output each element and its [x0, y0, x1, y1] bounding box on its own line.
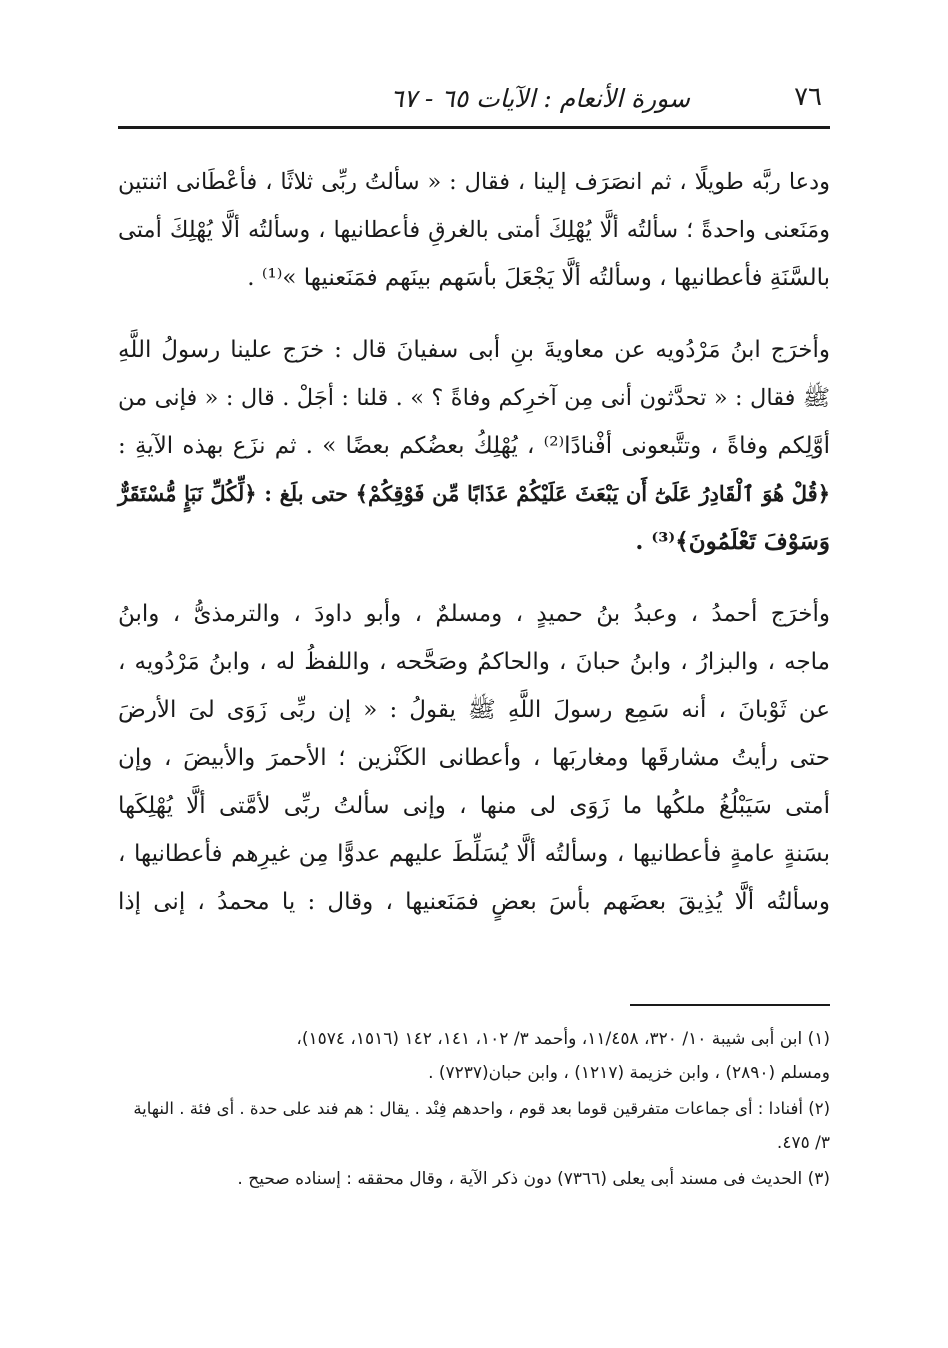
- footnote-line: (٣) الحديث فى مسند أبى يعلى (٧٣٦٦) دون ذكر الآية ، وقال محققه : إسناده صحيح .: [237, 1169, 830, 1189]
- text-line: وأخرَج أحمدُ ، وعبدُ بنُ حميدٍ ، ومسلمٌ ، وأبو داودَ ، والترمذىُّ ، وابنُ: [118, 601, 830, 627]
- text-line: وسألتُه ألَّا يُذِيقَ بعضَهم بأسَ بعضٍ فمَنَعنيها ، وقال : يا محمدُ ، إنى إذا: [118, 889, 830, 915]
- text-line: أوَّلِكم وفاةً ، وتتَّبعونى أفْنادًا⁽²⁾ ، يُهْلِكُ بعضُكم بعضًا » . ثم نزَع بهذه الآيةِ :: [118, 433, 830, 459]
- paragraph-1: [118, 158, 830, 302]
- quran-verse-line: ﴿قُلْ هُوَ ٱلْقَادِرُ عَلَىٰٓ أَن يَبْعَثَ عَلَيْكُمْ عَذَابًا مِّن فَوْقِكُمْ﴾ حتى بلَغ : ﴿لِّكُلِّ نَبَإٍ مُّسْتَقَرٌّ: [118, 481, 830, 506]
- footnote-3: [118, 1162, 830, 1196]
- header-rule: [118, 126, 830, 129]
- text-line: أمتى سَيَبْلُغُ ملكُها ما زَوَى لى منها ، وإنى سألتُ ربِّى لأمَّتى ألَّا يُهْلِكَها: [118, 793, 830, 819]
- text-line: حتى رأيتُ مشارقَها ومغاربَها ، وأعطانى الكَنْزين ؛ الأحمرَ والأبيضَ ، وإن: [118, 745, 830, 771]
- footnote-line: ومسلم (٢٨٩٠) ، وابن خزيمة (١٢١٧) ، وابن حبان(٧٢٣٧) .: [428, 1063, 830, 1083]
- text-line: بالسَّنَةِ فأعطانيها ، وسألتُه ألَّا يَجْعَلَ بأسَهم بينَهم فمَنَعنيها »⁽¹⁾ .: [247, 265, 830, 291]
- text-line: ماجه ، والبزارُ ، وابنُ حبانَ ، والحاكمُ وصَحَّحه ، واللفظُ له ، وابنُ مَرْدُويه ،: [118, 649, 830, 675]
- book-page: [118, 70, 830, 1189]
- text-line: ﷺ فقال : « تحدَّثون أنى مِن آخرِكم وفاةً ؟ » . قلنا : أجَلْ . قال : « فإنى من: [118, 385, 830, 411]
- footnote-line: (١) ابن أبى شيبة ١٠/ ٣٢٠، ١١/٤٥٨، وأحمد ٣/ ١٠٢، ١٤١، ١٤٢ (١٥١٦، ١٥٧٤)،: [296, 1029, 830, 1049]
- text-line: عن ثَوْبانَ ، أنه سَمِع رسولَ اللَّهِ ﷺ يقولُ : « إن ربِّى زَوَى لىَ الأرضَ: [118, 697, 830, 723]
- footnote-line: (٢) أفنادا : أى جماعات متفرقين قوما بعد قوم ، واحدهم فِنْد . يقال : هم فند على حدة . أى فئة . النهاية: [133, 1099, 830, 1118]
- quran-verse-line: وَسَوْفَ تَعْلَمُونَ﴾⁽³⁾ .: [635, 528, 830, 555]
- text-line: وأخرَج ابنُ مَرْدُويه عن معاويةَ بنِ أبى سفيانَ قال : خرَج علينا رسولُ اللَّهِ: [118, 337, 830, 363]
- main-text: [118, 158, 830, 950]
- footnotes: [118, 1022, 830, 1198]
- page-number: ٧٦: [794, 82, 822, 112]
- footnote-line: ٣/ ٤٧٥.: [776, 1133, 830, 1153]
- footnote-1: [118, 1022, 830, 1090]
- paragraph-3: [118, 590, 830, 926]
- footnote-2: [118, 1092, 830, 1160]
- text-line: ومَنَعنى واحدةً ؛ سألتُه ألَّا يُهْلِكَ أمتى بالغرقِ فأعطانيها ، وسألتُه ألَّا يُهْلِكَ أمتى: [118, 217, 830, 243]
- text-line: بسَنةٍ عامةٍ فأعطانيها ، وسألتُه ألَّا يُسَلِّطَ عليهم عدوًّا مِن غيرِهم فأعطانيها ،: [118, 841, 830, 867]
- text-line: ودعا ربَّه طويلًا ، ثم انصَرَف إلينا ، فقال : « سألتُ ربِّى ثلاثًا ، فأعْطَانى اثنتين: [118, 169, 830, 195]
- paragraph-2: [118, 326, 830, 566]
- surah-title: سورة الأنعام : الآيات ٦٥ - ٦٧: [390, 84, 690, 113]
- running-header: [118, 70, 830, 120]
- footnote-separator: [630, 1004, 830, 1006]
